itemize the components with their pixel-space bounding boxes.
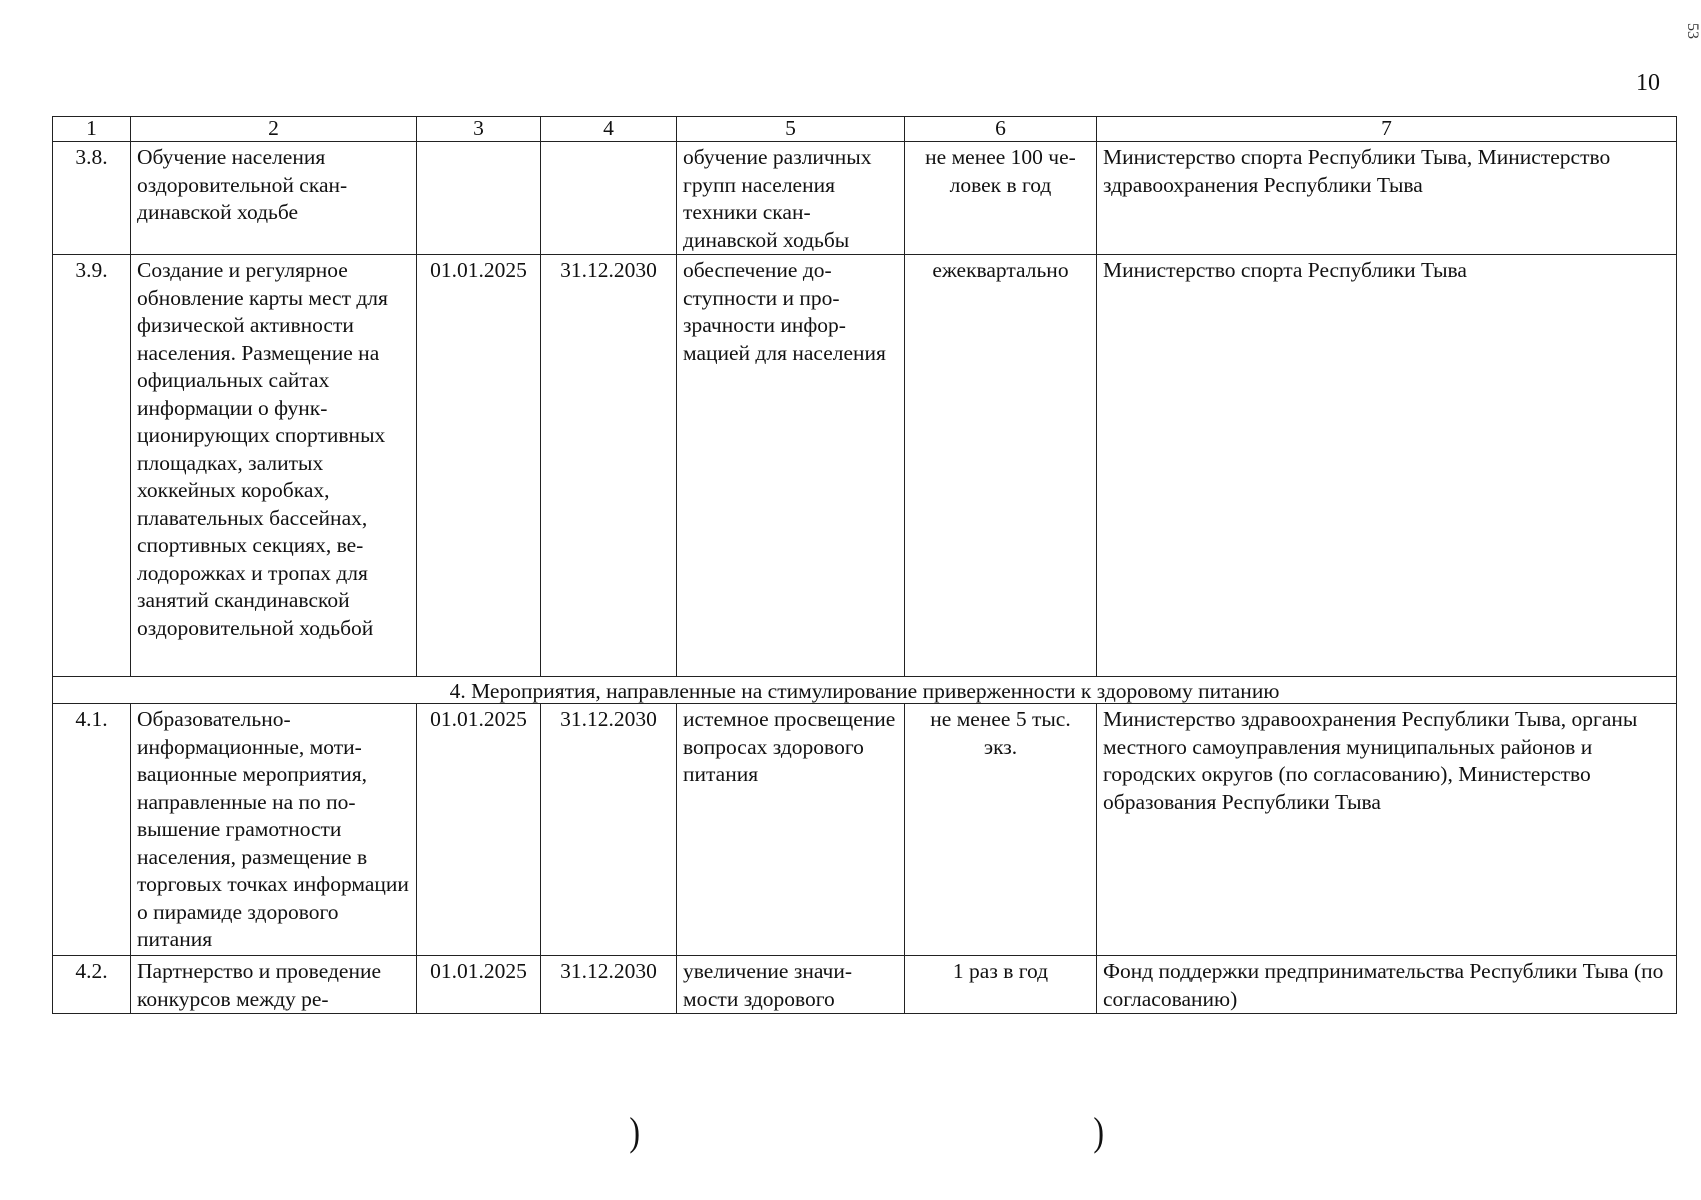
header-cell: 6	[905, 117, 1097, 142]
expected-result: увеличение значимости здорового	[677, 956, 905, 1014]
responsible: Министерство спорта Республики Тыва, Министерство здравоохранения Республики Тыва	[1097, 142, 1677, 255]
header-cell: 2	[131, 117, 417, 142]
table-row	[53, 956, 1677, 1014]
table-row	[53, 142, 1677, 255]
end-date: 31.12.2030	[541, 704, 677, 956]
row-number: 3.8.	[53, 142, 131, 255]
header-cell: 4	[541, 117, 677, 142]
start-date: 01.01.2025	[417, 255, 541, 677]
row-number: 3.9.	[53, 255, 131, 677]
row-number: 4.1.	[53, 704, 131, 956]
table-row	[53, 255, 1677, 677]
responsible: Министерство спорта Республики Тыва	[1097, 255, 1677, 677]
scan-mark-right: )	[1093, 1109, 1104, 1154]
indicator: не менее 5 тыс. экз.	[905, 704, 1097, 956]
responsible: Фонд поддержки предпринимательства Республики Тыва (по согласованию)	[1097, 956, 1677, 1014]
responsible: Министерство здравоохранения Республики Тыва, органы местного самоуправления муниципальных районов и городских округов (по согласованию), Министерство образования Республики Тыва	[1097, 704, 1677, 956]
measure-name: Образовательно-информационные, мотивационные мероприятия, направленные на по повышение грамотности населения, размещение в торговых точках информации о пирамиде здорового питания	[131, 704, 417, 956]
expected-result: обучение различных групп населения техники скандинавской ходьбы	[677, 142, 905, 255]
corner-mark: 53	[1684, 23, 1701, 39]
indicator: 1 раз в год	[905, 956, 1097, 1014]
measure-name: Создание и регулярное обновление карты мест для физической активности населения. Размещение на официальных сайтах информации о функционирующих спортивных площадках, залитых хоккейных коробках, плавательных бассейнах, спортивных секциях, велодорожках и тропах для занятий скандинавской оздоровительной ходьбой	[131, 255, 417, 677]
measure-name: Обучение населения оздоровительной скандинавской ходьбе	[131, 142, 417, 255]
expected-result: истемное просвещение вопросах здорового питания	[677, 704, 905, 956]
header-cell: 3	[417, 117, 541, 142]
table-row	[53, 704, 1677, 956]
header-cell: 1	[53, 117, 131, 142]
start-date	[417, 142, 541, 255]
end-date	[541, 142, 677, 255]
row-number: 4.2.	[53, 956, 131, 1014]
header-cell: 7	[1097, 117, 1677, 142]
end-date: 31.12.2030	[541, 255, 677, 677]
measures-table	[52, 116, 1677, 1014]
scan-mark-left: )	[629, 1109, 640, 1154]
section-title: 4. Мероприятия, направленные на стимулирование приверженности к здоровому питанию	[53, 677, 1677, 704]
indicator: не менее 100 человек в год	[905, 142, 1097, 255]
table-header-row	[53, 117, 1677, 142]
page-number: 10	[1636, 70, 1660, 96]
header-cell: 5	[677, 117, 905, 142]
start-date: 01.01.2025	[417, 704, 541, 956]
section-row	[53, 677, 1677, 704]
expected-result: обеспечение доступности и прозрачности информацией для населения	[677, 255, 905, 677]
start-date: 01.01.2025	[417, 956, 541, 1014]
end-date: 31.12.2030	[541, 956, 677, 1014]
indicator: ежеквартально	[905, 255, 1097, 677]
measure-name: Партнерство и проведение конкурсов между ре-	[131, 956, 417, 1014]
